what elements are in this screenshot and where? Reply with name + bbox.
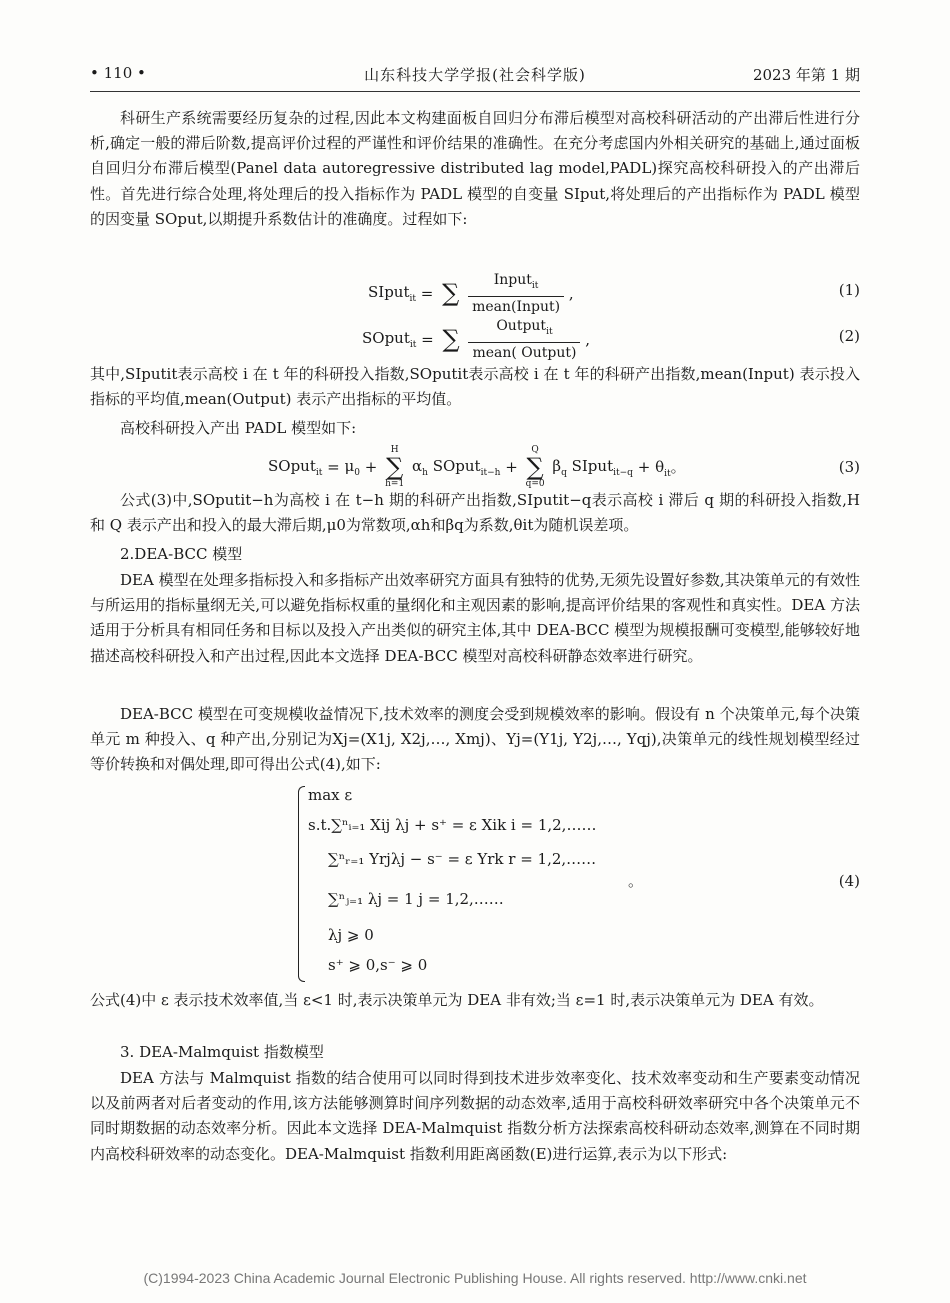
journal-title: 山东科技大学学报(社会科学版) xyxy=(364,66,586,84)
equation-number-4: (4) xyxy=(838,872,860,890)
paragraph-index-definitions: 其中,SIputit表示高校 i 在 t 年的科研投入指数,SOputit表示高校 i 在 t 年的科研产出指数,mean(Input) 表示投入指标的平均值,mean(Output) 表示产出指标的平均值。 xyxy=(90,365,860,409)
sum-over-q: Q ∑ q=0 xyxy=(525,445,545,489)
eq2-fraction: $\frac{Output_{it}}{\text{mean( Output)}}$ xyxy=(468,316,580,363)
page-number: • 110 • xyxy=(90,64,146,82)
equation-2: SOput$_{it}$ = ∑ $\frac{Output_{it}}{\text{mean( Output)}}$ , (2) xyxy=(362,318,860,361)
eq1-fraction: $\frac{Input_{it}}{\text{mean(Input)}}$ xyxy=(468,270,564,317)
eq2-lhs: SOput xyxy=(362,328,410,347)
equation-number-2: (2) xyxy=(838,327,860,345)
paragraph-padl-intro: 科研生产系统需要经历复杂的过程,因此本文构建面板自回归分布滞后模型对高校科研活动的产出滞后性进行分析,确定一般的滞后阶数,提高评价过程的严谨性和评价结果的准确性。在充分考虑国内外相关研究的基础上,通过面板自回归分布滞后模型(Panel data autoregressive distributed lag model,PADL)探究高校科研投入的产出滞后性。首先进行综合处理,将处理后的投入指标作为 PADL 模型的自变量 SIput,将处理后的产出指标作为 PADL 模型的因变量 SOput,以期提升系数估计的准确度。过程如下: xyxy=(90,109,860,228)
section-heading-dea-malmquist: 3. DEA-Malmquist 指数模型 xyxy=(120,1043,324,1061)
running-header xyxy=(90,64,860,86)
paragraph-padl-model: 高校科研投入产出 PADL 模型如下: xyxy=(120,419,357,437)
equation-3: SOput$_{it}$ = $\mu_0$ + H ∑ h=1 $\alpha_h$ SOput$_{it-h}$ + Q ∑ q=0 $\beta_q$ SIput$_{it-q}$ + $\theta_{it}$。 (3) xyxy=(268,445,860,489)
header-rule xyxy=(90,91,860,92)
left-brace xyxy=(298,786,305,982)
paragraph-padl-explanation: 公式(3)中,SOputit−h为高校 i 在 t−h 期的科研产出指数,SIputit−q表示高校 i 滞后 q 期的科研投入指数,H 和 Q 表示产出和投入的最大滞后期,μ0为常数项,αh和βq为系数,θit为随机误差项。 xyxy=(90,491,860,535)
equation-number-1: (1) xyxy=(838,281,860,299)
eq1-lhs: SIput xyxy=(368,282,410,301)
section-heading-dea-bcc: 2.DEA-BCC 模型 xyxy=(120,545,243,563)
eq4-period: 。 xyxy=(628,872,644,890)
equation-number-3: (3) xyxy=(838,458,860,476)
copyright-footer: (C)1994-2023 China Academic Journal Electronic Publishing House. All rights reserved. http://www.cnki.net xyxy=(143,1270,807,1286)
paragraph-efficiency-value: 公式(4)中 ε 表示技术效率值,当 ε<1 时,表示决策单元为 DEA 非有效;当 ε=1 时,表示决策单元为 DEA 有效。 xyxy=(90,991,824,1009)
paragraph-dea-malmquist: DEA 方法与 Malmquist 指数的结合使用可以同时得到技术进步效率变化、技术效率变动和生产要素变动情况以及前两者对后者变动的作用,该方法能够测算时间序列数据的动态效率,适用于高校科研效率研究中各个决策单元不同时期数据的动态效率分析。因此本文选择 DEA-Malmquist 指数分析方法探索高校科研动态效率,测算在不同时期内高校科研效率的动态变化。DEA-Malmquist 指数利用距离函数(E)进行运算,表示为以下形式: xyxy=(90,1069,860,1163)
summation-symbol: ∑ xyxy=(442,325,460,354)
equation-1: SIput$_{it}$ = ∑ $\frac{Input_{it}}{\text{mean(Input)}}$ , (1) xyxy=(368,272,860,315)
issue-label: 2023 年第 1 期 xyxy=(752,66,860,84)
paragraph-dea-bcc-setup: DEA-BCC 模型在可变规模收益情况下,技术效率的测度会受到规模效率的影响。假设有 n 个决策单元,每个决策单元 m 种投入、q 种产出,分别记为Xj=(X1j, X2j,…, Xmj)、Yj=(Y1j, Y2j,…, Yqj),决策单元的线性规划模型经过等价转换和对偶处理,即可得出公式(4),如下: xyxy=(90,705,860,774)
paragraph-dea-bcc-intro: DEA 模型在处理多指标投入和多指标产出效率研究方面具有独特的优势,无须先设置好参数,其决策单元的有效性与所运用的指标量纲无关,可以避免指标权重的量纲化和主观因素的影响,提高评价结果的客观性和真实性。DEA 方法适用于分析具有相同任务和目标以及投入产出类似的研究主体,其中 DEA-BCC 模型为规模报酬可变模型,能够较好地描述高校科研投入和产出过程,因此本文选择 DEA-BCC 模型对高校科研静态效率进行研究。 xyxy=(90,571,860,665)
equation-4-system: max ε s.t.∑ⁿᵢ₌₁ Xij λj + s⁺ = ε Xik i = 1,2,…… ∑ⁿᵣ₌₁ Yrjλj − s⁻ = ε Yrk r = 1,2,…… ∑ⁿⱼ₌₁ λj = 1 j = 1,2,…… λj ⩾ 0 s⁺ ⩾ 0,s⁻ ⩾ 0 xyxy=(298,784,658,984)
sum-over-h: H ∑ h=1 xyxy=(385,445,405,489)
summation-symbol: ∑ xyxy=(442,279,460,308)
